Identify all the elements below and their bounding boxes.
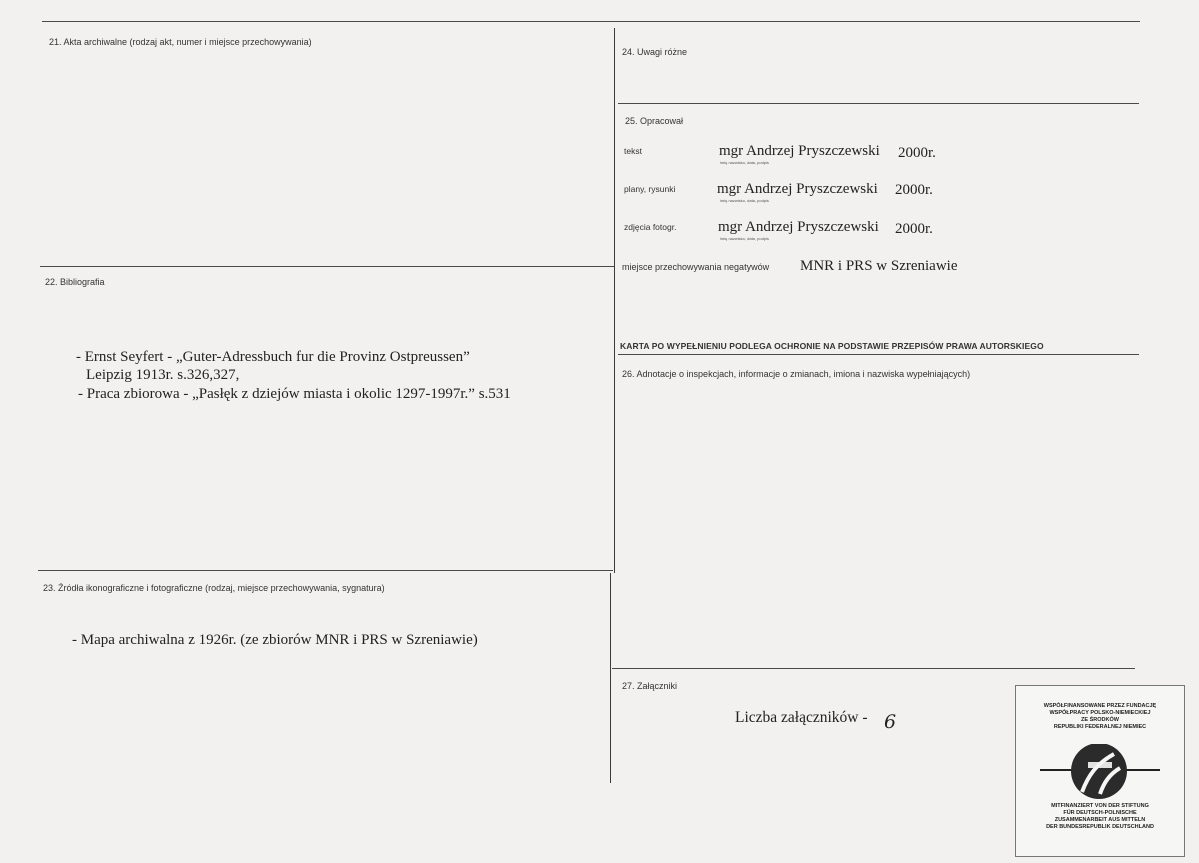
- row-value-zdjecia: mgr Andrzej Pryszczewski: [718, 219, 879, 235]
- divider-24-25: [618, 103, 1139, 104]
- stamp-top-line: REPUBLIKI FEDERALNEJ NIEMIEC: [1053, 724, 1147, 730]
- stamp-bottom-line: FÜR DEUTSCH-POLNISCHE: [1063, 810, 1137, 816]
- stamp-top-line: WSPÓŁFINANSOWANE PRZEZ FUNDACJĘ: [1043, 703, 1157, 709]
- bibliography-line-3: - Praca zbiorowa - „Pasłęk z dziejów miasta i okolic 1297-1997r.” s.531: [78, 386, 511, 402]
- section-24-title: 24. Uwagi różne: [622, 47, 688, 57]
- section-26-title: 26. Adnotacje o inspekcjach, informacje o zmianach, imiona i nazwiska wypełniających): [622, 369, 971, 379]
- row-value-tekst: mgr Andrzej Pryszczewski: [719, 143, 880, 159]
- row-caption-tekst: imię nazwisko, data, podpis: [720, 160, 769, 165]
- stamp-bottom-line: ZUSAMMENARBEIT AUS MITTELN: [1054, 817, 1146, 823]
- row-year-zdjecia: 2000r.: [895, 221, 933, 237]
- bibliography-line-2: Leipzig 1913r. s.326,327,: [86, 367, 240, 383]
- section-25-title: 25. Opracował: [625, 116, 684, 126]
- foundation-stamp: [1015, 685, 1185, 857]
- center-divider: [614, 28, 615, 573]
- negatives-value: MNR i PRS w Szreniawie: [800, 258, 958, 274]
- attachments-count-label: Liczba załączników -: [735, 709, 868, 726]
- divider-21-22: [40, 266, 615, 267]
- row-year-plany: 2000r.: [895, 182, 933, 198]
- stamp-top-text: [1016, 703, 1184, 731]
- negatives-label: miejsce przechowywania negatywów: [622, 262, 770, 272]
- copyright-notice: KARTA PO WYPEŁNIENIU PODLEGA OCHRONIE NA PODSTAWIE PRZEPISÓW PRAWA AUTORSKIEGO: [620, 341, 1044, 351]
- section-21-title: 21. Akta archiwalne (rodzaj akt, numer i miejsce przechowywania): [49, 37, 312, 47]
- stamp-top-line: WSPÓŁPRACY POLSKO-NIEMIECKIEJ: [1049, 710, 1151, 716]
- row-value-plany: mgr Andrzej Pryszczewski: [717, 181, 878, 197]
- row-label-tekst: tekst: [624, 146, 642, 156]
- section-27-title: 27. Załączniki: [622, 681, 678, 691]
- row-label-plany: plany, rysunki: [624, 184, 676, 194]
- row-year-tekst: 2000r.: [898, 145, 936, 161]
- stamp-bottom-line: MITFINANZIERT VON DER STIFTUNG: [1051, 803, 1149, 809]
- attachments-count-value: 6: [884, 711, 897, 733]
- stamp-bottom-line: DER BUNDESREPUBLIK DEUTSCHLAND: [1046, 824, 1154, 830]
- section-22-title: 22. Bibliografia: [45, 277, 105, 287]
- divider-25-26: [618, 354, 1139, 355]
- divider-26-27: [612, 668, 1135, 669]
- top-border-line: [42, 21, 1140, 22]
- row-caption-plany: imię nazwisko, data, podpis: [720, 198, 769, 203]
- section-23-title: 23. Źródła ikonograficzne i fotograficzne (rodzaj, miejsce przechowywania, sygnatura): [43, 583, 385, 593]
- row-label-zdjecia: zdjęcia fotogr.: [624, 222, 677, 232]
- iconography-line-1: - Mapa archiwalna z 1926r. (ze zbiorów MNR i PRS w Szreniawie): [72, 632, 478, 648]
- row-caption-zdjecia: imię nazwisko, data, podpis: [720, 236, 769, 241]
- center-divider-lower: [610, 573, 611, 783]
- foundation-logo-icon: [1016, 744, 1184, 804]
- stamp-bottom-text: [1016, 803, 1184, 831]
- bibliography-line-1: - Ernst Seyfert - „Guter-Adressbuch fur die Provinz Ostpreussen”: [76, 349, 470, 365]
- stamp-top-line: ZE ŚRODKÓW: [1081, 717, 1119, 723]
- divider-22-23: [38, 570, 613, 571]
